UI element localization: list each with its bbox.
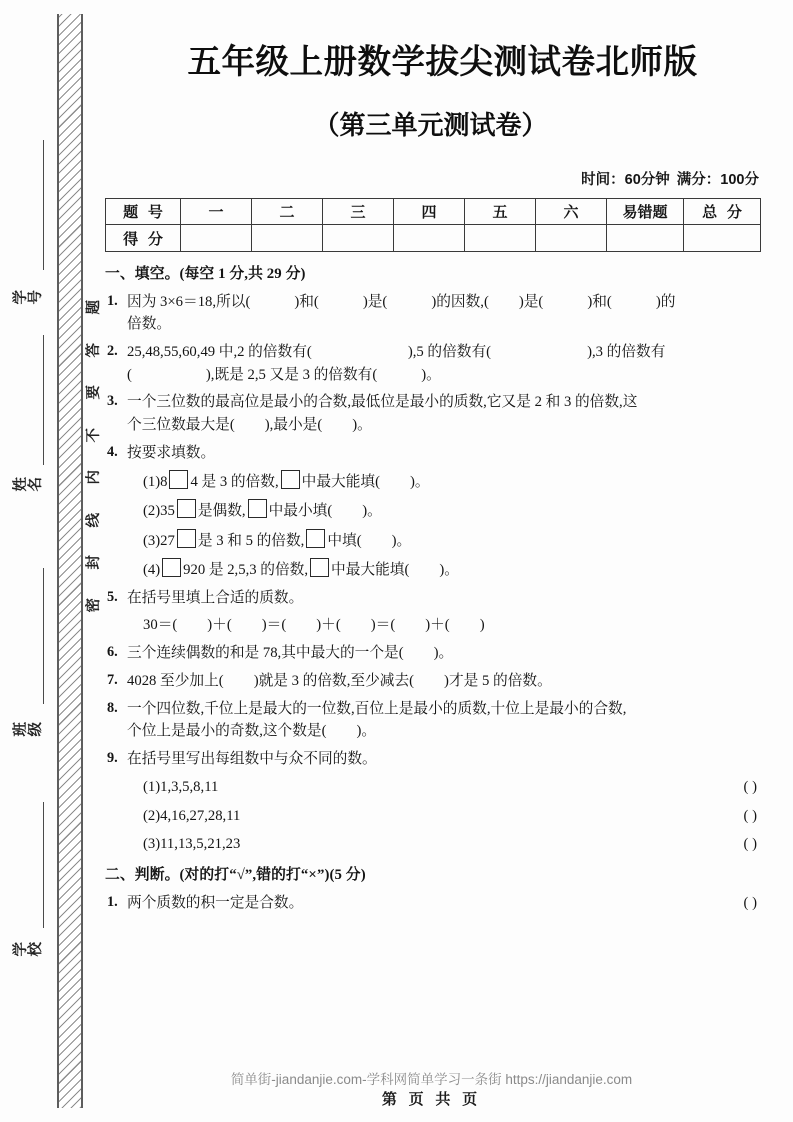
score-table: [105, 198, 761, 252]
answer-parenthesis[interactable]: ( ): [743, 807, 757, 824]
question-1-2: [105, 341, 759, 386]
question-1-9: [105, 748, 759, 855]
section-1-heading: 一、填空。(每空 1 分,共 29 分): [105, 266, 306, 282]
seal-hatch-band: [57, 14, 83, 1108]
question-number: 3.: [107, 393, 118, 410]
seal-char: 要: [85, 385, 102, 400]
question-number: 8.: [107, 699, 118, 716]
score-table-col-4: 四: [394, 199, 465, 225]
score-cell-3[interactable]: [323, 225, 394, 252]
section-fill-in-blank: [105, 263, 759, 855]
score-table-col-1: 一: [181, 199, 252, 225]
exam-total-score: 满分：100分: [676, 172, 759, 188]
question-text: 4028 至少加上( )就是 3 的倍数,至少减去( )才是 5 的倍数。: [127, 672, 552, 689]
seal-char: 题: [85, 300, 102, 315]
field-school-label: 学校: [12, 941, 44, 957]
question-text: 在括号里写出每组数中与众不同的数。: [127, 750, 377, 767]
section-true-false: [105, 864, 759, 914]
score-row-label: 得 分: [106, 225, 181, 252]
question-number: 6.: [107, 643, 118, 660]
answer-parenthesis[interactable]: ( ): [743, 895, 757, 912]
seal-char: 答: [85, 342, 102, 357]
score-table-col-errorprone: 易错题: [607, 199, 684, 225]
seal-char: 线: [85, 512, 102, 527]
question-1-5: [105, 587, 759, 637]
page-subtitle: （第三单元测试卷）: [313, 110, 548, 140]
answer-box-icon[interactable]: [162, 558, 181, 577]
answer-box-icon[interactable]: [177, 499, 196, 518]
answer-box-icon[interactable]: [177, 529, 196, 548]
field-class-rule[interactable]: [43, 568, 44, 704]
question-text-cont: 个位上是最小的奇数,这个数是( )。: [127, 722, 377, 739]
question-number: 2.: [107, 343, 118, 360]
question-1-4: [105, 442, 759, 582]
score-table-col-6: 六: [536, 199, 607, 225]
question-number: 1.: [107, 292, 118, 309]
seal-vertical-text: [84, 300, 104, 640]
score-table-row-label: 题 号: [106, 199, 181, 225]
question-text: 一个四位数,千位上是最大的一位数,百位上是最小的质数,十位上是最小的合数,: [127, 700, 627, 717]
question-text: 在括号里填上合适的质数。: [127, 589, 304, 606]
question-1-9-sub-1: ( ) (1)1,3,5,8,11: [127, 776, 759, 798]
field-student-name-label: 姓名: [12, 476, 44, 492]
field-student-id-label: 学号: [12, 289, 44, 305]
field-student-id: [12, 268, 46, 378]
question-number: 7.: [107, 671, 118, 688]
answer-box-icon[interactable]: [248, 499, 267, 518]
field-student-id-rule[interactable]: [43, 140, 44, 270]
question-1-7: [105, 670, 759, 692]
question-text-cont: 倍数。: [127, 316, 172, 333]
question-number: 5.: [107, 588, 118, 605]
question-text: 一个三位数的最高位是最小的合数,最低位是最小的质数,它又是 2 和 3 的倍数,这: [127, 394, 638, 411]
exam-meta: [104, 142, 793, 189]
field-student-name-rule[interactable]: [43, 335, 44, 465]
question-text: 三个连续偶数的和是 78,其中最大的一个是( )。: [127, 644, 454, 661]
score-table-col-2: 二: [252, 199, 323, 225]
seal-char: 内: [85, 470, 102, 485]
question-1-4-sub-2: (2)35 是偶数, 中最小填( )。: [127, 499, 759, 522]
question-1-5-equation: 30＝( )＋( )＝( )＋( )＝( )＋( ): [143, 617, 485, 634]
table-row-header: [106, 199, 761, 225]
field-class: [12, 700, 46, 810]
score-cell-2[interactable]: [252, 225, 323, 252]
page-title: 五年级上册数学拔尖测试卷北师版: [187, 44, 698, 81]
question-text-cont: ( ),既是 2,5 又是 3 的倍数有( )。: [127, 366, 441, 383]
score-table-col-3: 三: [323, 199, 394, 225]
question-1-3: [105, 391, 759, 436]
question-1-1: [105, 291, 759, 336]
answer-parenthesis[interactable]: ( ): [743, 835, 757, 852]
answer-box-icon[interactable]: [281, 470, 300, 489]
score-table-wrap: [105, 198, 759, 252]
question-text: 两个质数的积一定是合数。: [127, 895, 304, 912]
field-school: [12, 920, 46, 1030]
question-1-4-sub-3: (3)27 是 3 和 5 的倍数, 中填( )。: [127, 529, 759, 552]
score-cell-4[interactable]: [394, 225, 465, 252]
score-cell-1[interactable]: [181, 225, 252, 252]
field-school-rule[interactable]: [43, 802, 44, 928]
score-cell-6[interactable]: [536, 225, 607, 252]
question-1-8: [105, 698, 759, 743]
answer-box-icon[interactable]: [310, 558, 329, 577]
footer-credit: 简单街-jiandanjie.com-学科网简单学习一条街 https://jiandanjie.com: [230, 1072, 633, 1087]
question-1-9-sub-3: ( ) (3)11,13,5,21,23: [127, 833, 759, 855]
score-cell-errorprone[interactable]: [607, 225, 684, 252]
question-1-4-sub-4: (4) 920 是 2,5,3 的倍数, 中最大能填( )。: [127, 558, 759, 581]
question-1-4-sub-1: (1)8 4 是 3 的倍数, 中最大能填( )。: [127, 470, 759, 493]
question-1-9-sub-2: ( ) (2)4,16,27,28,11: [127, 805, 759, 827]
exam-content: [104, 0, 793, 1122]
answer-parenthesis[interactable]: ( ): [743, 779, 757, 796]
seal-char: 封: [85, 555, 102, 570]
question-text: 按要求填数。: [127, 444, 216, 461]
score-table-col-total: 总 分: [684, 199, 761, 225]
table-row-scores: [106, 225, 761, 252]
seal-char: 不: [85, 427, 102, 442]
exam-time: 时间：60分钟: [581, 172, 670, 188]
question-2-1: [105, 892, 759, 914]
question-text: 因为 3×6＝18,所以( )和( )是( )的因数,( )是( )和( )的: [127, 293, 676, 310]
answer-box-icon[interactable]: [306, 529, 325, 548]
question-1-6: [105, 642, 759, 664]
field-class-label: 班级: [12, 721, 44, 737]
question-number: 1.: [107, 894, 118, 911]
score-cell-total[interactable]: [684, 225, 761, 252]
seal-char: 密: [85, 597, 102, 612]
score-table-col-5: 五: [465, 199, 536, 225]
field-student-name: [12, 455, 46, 565]
question-number: 9.: [107, 749, 118, 766]
section-2-heading: 二、判断。(对的打“√”,错的打“×”)(5 分): [105, 867, 366, 884]
answer-box-icon[interactable]: [169, 470, 188, 489]
footer-pager: 第 页 共 页: [381, 1092, 482, 1108]
question-text-cont: 个三位数最大是( ),最小是( )。: [127, 416, 372, 433]
seal-margin: [0, 0, 104, 1122]
question-text: 25,48,55,60,49 中,2 的倍数有( ),5 的倍数有( ),3 的倍数有: [127, 344, 666, 361]
question-number: 4.: [107, 443, 118, 460]
score-cell-5[interactable]: [465, 225, 536, 252]
